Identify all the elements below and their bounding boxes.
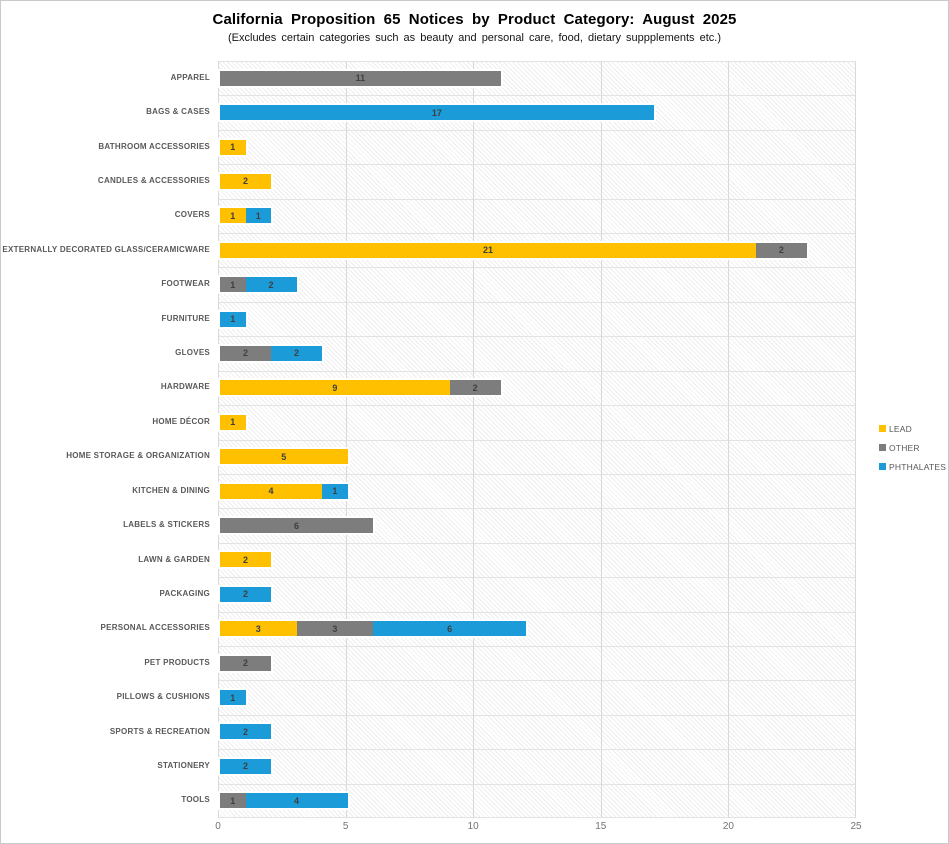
bar-segment-phthalates (246, 793, 348, 808)
legend-item-other (879, 438, 946, 457)
value-label: 2 (243, 176, 249, 187)
category-label-personal-accessories: PERSONAL ACCESSORIES (100, 623, 210, 633)
value-label: 17 (431, 107, 442, 118)
bar-stack (218, 447, 350, 466)
bar-row-tools (218, 784, 856, 818)
legend (879, 419, 946, 476)
category-label-bags-cases: BAGS & CASES (146, 107, 210, 117)
value-label: 5 (281, 451, 287, 462)
bar-stack (218, 413, 248, 432)
value-label: 1 (230, 417, 236, 428)
bar-stack (218, 791, 350, 810)
value-label: 1 (230, 314, 236, 325)
legend-swatch-lead (879, 425, 886, 432)
category-label-stationery: STATIONERY (157, 760, 210, 770)
value-label: 21 (482, 245, 493, 256)
value-label: 1 (230, 279, 236, 290)
bar-segment-phthalates (220, 690, 246, 705)
bar-row-covers (218, 199, 856, 233)
bar-stack (218, 654, 273, 673)
value-label: 2 (243, 658, 249, 669)
bar-segment-other (220, 277, 246, 292)
category-label-pillows-cushions: PILLOWS & CUSHIONS (116, 692, 210, 702)
bar-segment-other (220, 518, 373, 533)
value-label: 11 (355, 73, 366, 84)
value-label: 2 (243, 726, 249, 737)
bar-row-externally-decorated-glass-ceramicware (218, 233, 856, 267)
x-tick-label: 5 (342, 821, 349, 832)
bar-row-lawn-garden (218, 543, 856, 577)
value-label: 4 (268, 486, 274, 497)
value-label: 2 (472, 382, 478, 393)
value-label: 2 (243, 589, 249, 600)
bar-stack (218, 103, 656, 122)
chart-subtitle: (Excludes certain categories such as beauty and personal care, food, dietary suppplements etc.) (228, 32, 721, 44)
bar-row-furniture (218, 302, 856, 336)
bar-stack (218, 482, 350, 501)
category-label-hardware: HARDWARE (160, 382, 210, 392)
bar-stack (218, 138, 248, 157)
bar-segment-other (220, 656, 271, 671)
bar-segment-lead (220, 621, 297, 636)
bar-stack (218, 516, 375, 535)
bar-row-bathroom-accessories (218, 130, 856, 164)
category-label-candles-accessories: CANDLES & ACCESSORIES (97, 176, 210, 186)
bar-segment-other (220, 346, 271, 361)
value-label: 1 (230, 210, 236, 221)
value-label: 1 (332, 486, 338, 497)
category-label-packaging: PACKAGING (159, 588, 210, 598)
value-label: 1 (255, 210, 261, 221)
bar-row-pet-products (218, 646, 856, 680)
bar-segment-phthalates (271, 346, 322, 361)
category-label-lawn-garden: LAWN & GARDEN (138, 554, 210, 564)
bar-row-candles-accessories (218, 164, 856, 198)
legend-swatch-other (879, 444, 886, 451)
value-label: 6 (294, 520, 300, 531)
value-label: 2 (268, 279, 274, 290)
bar-row-kitchen-dining (218, 474, 856, 508)
bar-segment-phthalates (220, 312, 246, 327)
bar-segment-phthalates (220, 724, 271, 739)
bar-segment-other (220, 793, 246, 808)
legend-label-other: OTHER (889, 442, 920, 453)
bar-stack (218, 69, 503, 88)
value-label: 2 (294, 348, 300, 359)
value-label: 3 (255, 623, 261, 634)
bar-row-labels-stickers (218, 508, 856, 542)
bar-segment-lead (220, 484, 322, 499)
bar-segment-phthalates (220, 759, 271, 774)
value-label: 2 (778, 245, 784, 256)
value-label: 1 (230, 692, 236, 703)
category-label-kitchen-dining: KITCHEN & DINING (132, 485, 210, 495)
category-label-gloves: GLOVES (175, 348, 210, 358)
category-label-sports-recreation: SPORTS & RECREATION (109, 726, 210, 736)
bar-segment-other (756, 243, 807, 258)
bar-segment-other (220, 71, 501, 86)
value-label: 2 (243, 348, 249, 359)
value-label: 6 (447, 623, 453, 634)
bar-stack (218, 550, 273, 569)
x-tick-label: 20 (722, 821, 734, 832)
x-tick-label: 0 (215, 821, 221, 832)
bar-segment-lead (220, 208, 246, 223)
bar-stack (218, 275, 299, 294)
category-label-labels-stickers: LABELS & STICKERS (123, 520, 210, 530)
bar-row-apparel (218, 61, 856, 95)
category-label-furniture: FURNITURE (161, 313, 210, 323)
bar-segment-lead (220, 552, 271, 567)
bar-stack (218, 241, 809, 260)
value-label: 9 (332, 382, 338, 393)
bar-stack (218, 722, 273, 741)
x-tick-label: 25 (850, 821, 862, 832)
category-label-tools: TOOLS (181, 795, 210, 805)
bar-segment-lead (220, 243, 756, 258)
bar-row-home-d-cor (218, 405, 856, 439)
x-tick-label: 15 (595, 821, 607, 832)
legend-item-lead (879, 419, 946, 438)
bar-segment-other (450, 380, 501, 395)
bar-segment-phthalates (322, 484, 348, 499)
category-label-footwear: FOOTWEAR (161, 279, 210, 289)
bar-segment-phthalates (373, 621, 526, 636)
legend-swatch-phthalates (879, 463, 886, 470)
bar-row-packaging (218, 577, 856, 611)
bar-row-hardware (218, 371, 856, 405)
bar-stack (218, 172, 273, 191)
legend-item-phthalates (879, 457, 946, 476)
bar-stack (218, 206, 273, 225)
bar-segment-phthalates (246, 277, 297, 292)
category-label-home-d-cor: HOME DÉCOR (152, 416, 210, 426)
value-label: 1 (230, 795, 236, 806)
value-label: 3 (332, 623, 338, 634)
bar-stack (218, 378, 503, 397)
bar-stack (218, 344, 324, 363)
bar-segment-phthalates (220, 587, 271, 602)
bar-segment-other (297, 621, 374, 636)
bar-segment-lead (220, 415, 246, 430)
bar-segment-lead (220, 140, 246, 155)
chart-title: California Proposition 65 Notices by Product Category: August 2025 (212, 11, 737, 28)
bar-row-home-storage-organization (218, 440, 856, 474)
bar-stack (218, 757, 273, 776)
x-tick-label: 10 (467, 821, 479, 832)
value-label: 2 (243, 761, 249, 772)
x-axis (1, 821, 948, 835)
category-label-apparel: APPAREL (170, 72, 210, 82)
category-label-home-storage-organization: HOME STORAGE & ORGANIZATION (66, 451, 210, 461)
category-label-externally-decorated-glass-ceramicware: EXTERNALLY DECORATED GLASS/CERAMICWARE (2, 244, 210, 254)
bar-segment-phthalates (246, 208, 272, 223)
legend-label-phthalates: PHTHALATES (889, 461, 947, 472)
bar-stack (218, 619, 528, 638)
category-label-bathroom-accessories: BATHROOM ACCESSORIES (98, 141, 210, 151)
bar-segment-phthalates (220, 105, 654, 120)
bar-stack (218, 310, 248, 329)
value-label: 2 (243, 554, 249, 565)
bar-row-bags-cases (218, 95, 856, 129)
bar-row-stationery (218, 749, 856, 783)
bar-segment-lead (220, 174, 271, 189)
category-label-pet-products: PET PRODUCTS (144, 657, 210, 667)
value-label: 1 (230, 142, 236, 153)
bar-row-personal-accessories (218, 612, 856, 646)
value-label: 4 (294, 795, 300, 806)
bar-stack (218, 585, 273, 604)
legend-label-lead: LEAD (889, 423, 913, 434)
bar-segment-lead (220, 449, 348, 464)
bar-segment-lead (220, 380, 450, 395)
plot-area (218, 61, 856, 818)
bar-row-sports-recreation (218, 715, 856, 749)
bar-row-pillows-cushions (218, 680, 856, 714)
bar-row-gloves (218, 336, 856, 370)
bar-row-footwear (218, 267, 856, 301)
category-label-covers: COVERS (174, 210, 210, 220)
bar-stack (218, 688, 248, 707)
